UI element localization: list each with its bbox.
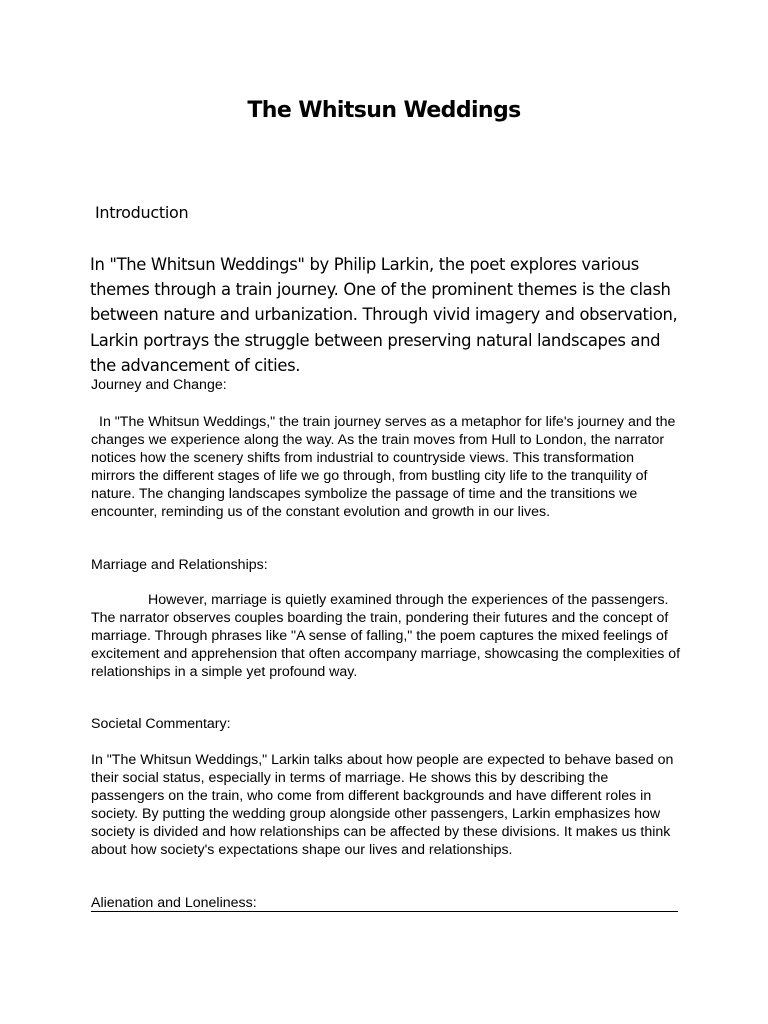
introduction-heading: Introduction <box>95 203 189 222</box>
section-heading-journey-and-change: Journey and Change: <box>91 377 227 393</box>
section-heading-societal-commentary: Societal Commentary: <box>91 716 231 732</box>
section-paragraph-marriage-and-relationships: However, marriage is quietly examined through the experiences of the passengers. The narrator observes couples boarding the train, pondering their futures and the concept of marriage. Through phrases like "A sense of falling," the poem captures the mixed feelings of excitement and apprehension that often accompany marriage, showcasing the complexities of relationships in a simple yet profound way. <box>91 592 681 680</box>
section-heading-alienation-and-loneliness: Alienation and Loneliness: <box>91 895 257 911</box>
section-heading-marriage-and-relationships: Marriage and Relationships: <box>91 557 268 573</box>
introduction-paragraph: In "The Whitsun Weddings" by Philip Larkin, the poet explores various themes through a train journey. One of the prominent themes is the clash between nature and urbanization. Through vivid imagery and observation, Larkin portrays the struggle between preserving natural landscapes and the advancement of cities. <box>90 255 678 375</box>
document-title: The Whitsun Weddings <box>247 98 521 123</box>
section-paragraph-societal-commentary: In "The Whitsun Weddings," Larkin talks about how people are expected to behave based on their social status, especially in terms of marriage. He shows this by describing the passengers on the train, who come from different backgrounds and have different roles in society. By putting the wedding group alongside other passengers, Larkin emphasizes how society is divided and how relationships can be affected by these divisions. It makes us think about how society's expectations shape our lives and relationships. <box>91 752 674 858</box>
horizontal-rule <box>91 911 678 912</box>
section-paragraph-journey-and-change: In "The Whitsun Weddings," the train journey serves as a metaphor for life's journey and the changes we experience along the way. As the train moves from Hull to London, the narrator notices how the scenery shifts from industrial to countryside views. This transformation mirrors the different stages of life we go through, from bustling city life to the tranquility of nature. The changing landscapes symbolize the passage of time and the transitions we encounter, reminding us of the constant evolution and growth in our lives. <box>91 414 676 520</box>
